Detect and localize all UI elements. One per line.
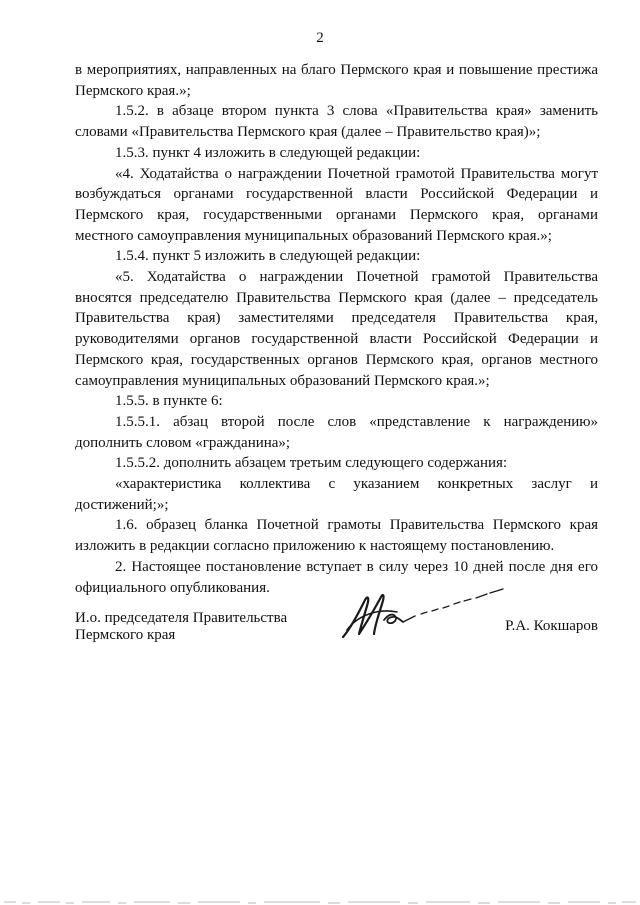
handwritten-signature	[337, 582, 507, 644]
paragraph: 1.5.3. пункт 4 изложить в следующей редакции:	[115, 144, 421, 161]
scan-edge-artifact	[0, 899, 640, 905]
paragraph: 1.5.2. в абзаце втором пункта 3 слова «Правительства края» заменить словами «Правительства Пермского края (далее – Правительство края)»;	[75, 103, 598, 141]
paragraph: 1.5.5.2. дополнить абзацем третьим следующего содержания:	[115, 455, 508, 472]
signatory-name: Р.А. Кокшаров	[505, 618, 598, 634]
paragraph: 1.5.4. пункт 5 изложить в следующей редакции:	[115, 248, 421, 265]
paragraph: 2. Настоящее постановление вступает в силу через 10 дней после дня его официального опубликования.	[75, 558, 598, 596]
paragraph: «5. Ходатайства о награждении Почетной грамотой Правительства вносятся председателю Правительства Пермского края (далее – председатель Правительства края) заместителями председателя Правительства края, руководителями органов государственной власти Российской Федерации и Пермского края, государственных органов Пермского края, органов местного самоуправления муниципальных образований Пермского края.»;	[75, 269, 598, 389]
paragraph: 1.5.5. в пункте 6:	[115, 393, 223, 410]
page-number: 2	[316, 30, 324, 46]
signatory-position	[75, 610, 287, 644]
signatory-position-line: И.о. председателя Правительства	[75, 610, 288, 626]
paragraph: «характеристика коллектива с указанием конкретных заслуг и достижений;»;	[75, 476, 598, 513]
document-body	[75, 60, 598, 598]
signatory-position-line: Пермского края	[75, 627, 176, 643]
paragraph: в мероприятиях, направленных на благо Пермского края и повышение престижа Пермского края.»;	[75, 62, 598, 99]
signature-block	[75, 610, 598, 670]
paragraph: 1.6. образец бланка Почетной грамоты Правительства Пермского края изложить в редакции согласно приложению к настоящему постановлению.	[75, 517, 598, 555]
paragraph: 1.5.5.1. абзац второй после слов «представление к награждению» дополнить словом «гражданина»;	[75, 413, 598, 451]
paragraph: «4. Ходатайства о награждении Почетной грамотой Правительства могут возбуждаться органами государственной власти Российской Федерации и Пермского края, государственными органами Пермского края, органами местного самоуправления муниципальных образований Пермского края.»;	[75, 165, 598, 244]
